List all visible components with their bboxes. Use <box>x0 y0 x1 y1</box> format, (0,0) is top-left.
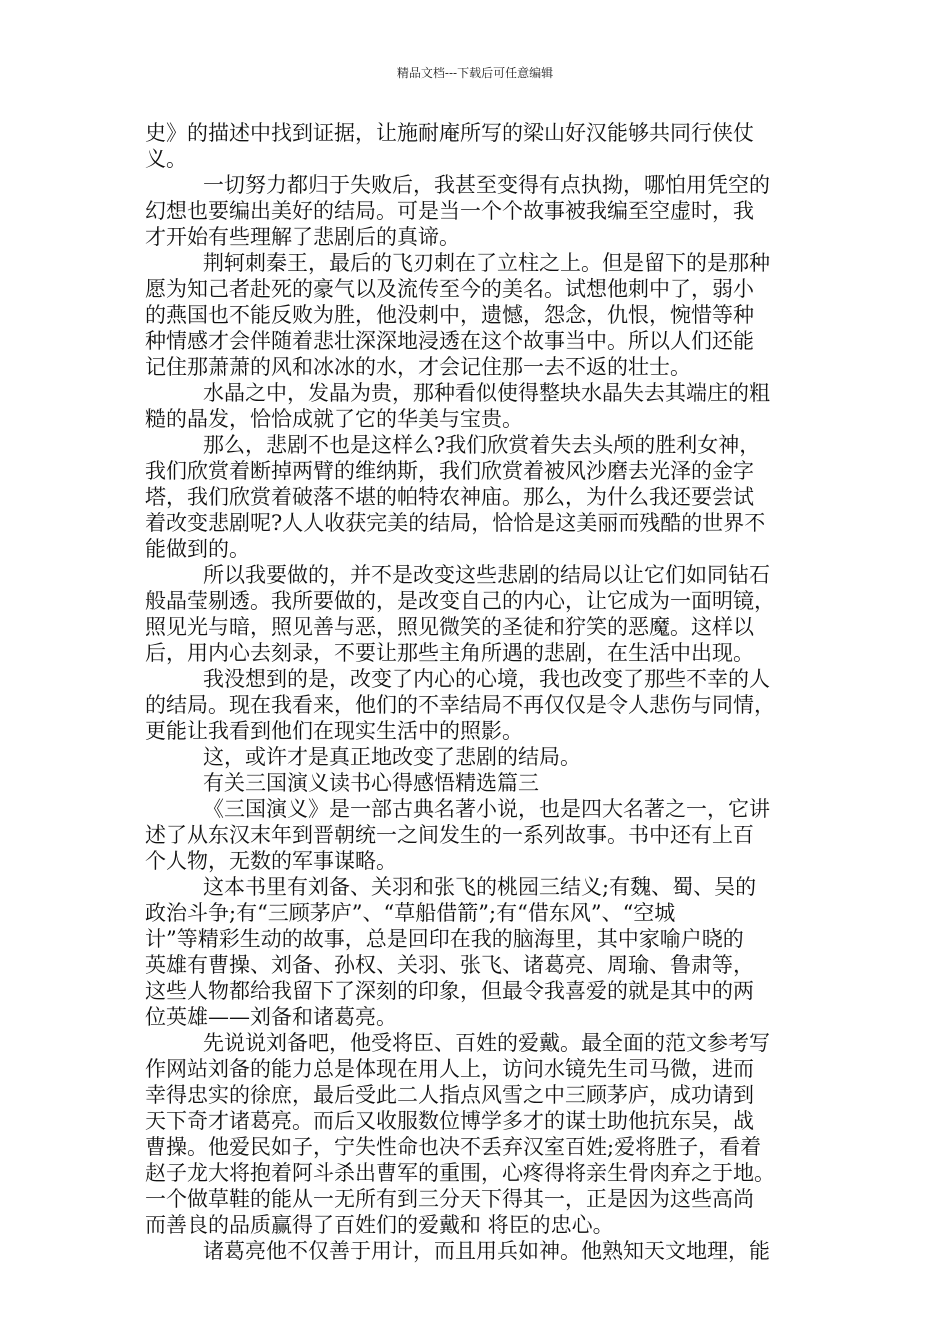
text-line: 糙的晶发，恰恰成就了它的华美与宝贵。 <box>145 407 523 431</box>
text-line: 荆轲刺秦王，最后的飞刃刺在了立柱之上。但是留下的是那种 <box>203 251 770 275</box>
text-line: 幻想也要编出美好的结局。可是当一个个故事被我编至空虚时，我 <box>145 199 754 223</box>
text-line: 这，或许才是真正地改变了悲剧的结局。 <box>203 745 581 769</box>
text-line: 的结局。现在我看来，他们的不幸结局不再仅仅是令人悲伤与同情， <box>145 693 775 717</box>
text-line: 愿为知己者赴死的豪气以及流传至今的美名。试想他刺中了，弱小 <box>145 277 754 301</box>
text-line: 而善良的品质赢得了百姓们的爱戴和 将臣的忠心。 <box>145 1213 614 1237</box>
text-line: 照见光与暗，照见善与恶，照见微笑的圣徒和狞笑的恶魔。这样以 <box>145 615 754 639</box>
text-line: 一切努力都归于失败后，我甚至变得有点执拗，哪怕用凭空的 <box>203 173 770 197</box>
text-line: 英雄有曹操、刘备、孙权、关羽、张飞、诸葛亮、周瑜、鲁肃等， <box>145 953 754 977</box>
text-line: 赵子龙大将抱着阿斗杀出曹军的重围，心疼得将亲生骨肉弃之于地。 <box>145 1161 775 1185</box>
document-body <box>145 120 810 1264</box>
text-line: 塔，我们欣赏着破落不堪的帕特农神庙。那么，为什么我还要尝试 <box>145 485 754 509</box>
text-line: 个人物，无数的军事谋略。 <box>145 849 397 873</box>
text-line: 《三国演义》是一部古典名著小说，也是四大名著之一，它讲 <box>203 797 770 821</box>
text-line: 有关三国演义读书心得感悟精选篇三 <box>203 771 539 795</box>
text-line: 幸得忠实的徐庶，最后受此二人指点风雪之中三顾茅庐，成功请到 <box>145 1083 754 1107</box>
text-line: 这些人物都给我留下了深刻的印象，但最令我喜爱的就是其中的两 <box>145 979 754 1003</box>
text-line: 种情感才会伴随着悲壮深深地浸透在这个故事当中。所以人们还能 <box>145 329 754 353</box>
text-line: 诸葛亮他不仅善于用计，而且用兵如神。他熟知天文地理，能 <box>203 1239 770 1263</box>
text-line: 我们欣赏着断掉两臂的维纳斯，我们欣赏着被风沙磨去光泽的金字 <box>145 459 754 483</box>
text-line: 后，用内心去刻录，不要让那些主角所遇的悲剧，在生活中出现。 <box>145 641 754 665</box>
text-line: 一个做草鞋的能从一无所有到三分天下得其一，正是因为这些高尚 <box>145 1187 754 1211</box>
text-line: 这本书里有刘备、关羽和张飞的桃园三结义;有魏、蜀、吴的 <box>203 875 757 899</box>
text-line: 能做到的。 <box>145 537 250 561</box>
text-line: 位英雄——刘备和诸葛亮。 <box>145 1005 397 1029</box>
text-line: 更能让我看到他们在现实生活中的照影。 <box>145 719 523 743</box>
text-line: 般晶莹剔透。我所要做的，是改变自己的内心，让它成为一面明镜， <box>145 589 775 613</box>
text-line: 天下奇才诸葛亮。而后又收服数位博学多才的谋士助他抗东吴，战 <box>145 1109 754 1133</box>
text-line: 作网站刘备的能力总是体现在用人上，访问水镜先生司马微，进而 <box>145 1057 754 1081</box>
text-line: 述了从东汉末年到晋朝统一之间发生的一系列故事。书中还有上百 <box>145 823 754 847</box>
text-line: 政治斗争;有“三顾茅庐”、“草船借箭”;有“借东风”、“空城 <box>145 901 676 925</box>
text-line: 义。 <box>145 147 187 171</box>
text-line: 记住那萧萧的风和冰冰的水，才会记住那一去不返的壮士。 <box>145 355 691 379</box>
text-line: 水晶之中，发晶为贵，那种看似使得整块水晶失去其端庄的粗 <box>203 381 770 405</box>
text-line: 着改变悲剧呢?人人收获完美的结局，恰恰是这美丽而残酷的世界不 <box>145 511 766 535</box>
text-line: 所以我要做的，并不是改变这些悲剧的结局以让它们如同钻石 <box>203 563 770 587</box>
text-line: 曹操。他爱民如子，宁失性命也决不丢弃汉室百姓;爱将胜子，看着 <box>145 1135 762 1159</box>
text-line: 那么，悲剧不也是这样么?我们欣赏着失去头颅的胜利女神， <box>203 433 761 457</box>
page-header: 精品文档---下载后可任意编辑 <box>396 66 554 80</box>
text-line: 的燕国也不能反败为胜，他没刺中，遗憾，怨念，仇恨，惋惜等种 <box>145 303 754 327</box>
text-line: 史》的描述中找到证据，让施耐庵所写的梁山好汉能够共同行侠仗 <box>145 121 754 145</box>
text-line: 才开始有些理解了悲剧后的真谛。 <box>145 225 460 249</box>
text-line: 我没想到的是，改变了内心的心境，我也改变了那些不幸的人 <box>203 667 770 691</box>
text-line: 先说说刘备吧，他受将臣、百姓的爱戴。最全面的范文参考写 <box>203 1031 770 1055</box>
text-line: 计”等精彩生动的故事，总是回印在我的脑海里，其中家喻户晓的 <box>145 927 744 951</box>
